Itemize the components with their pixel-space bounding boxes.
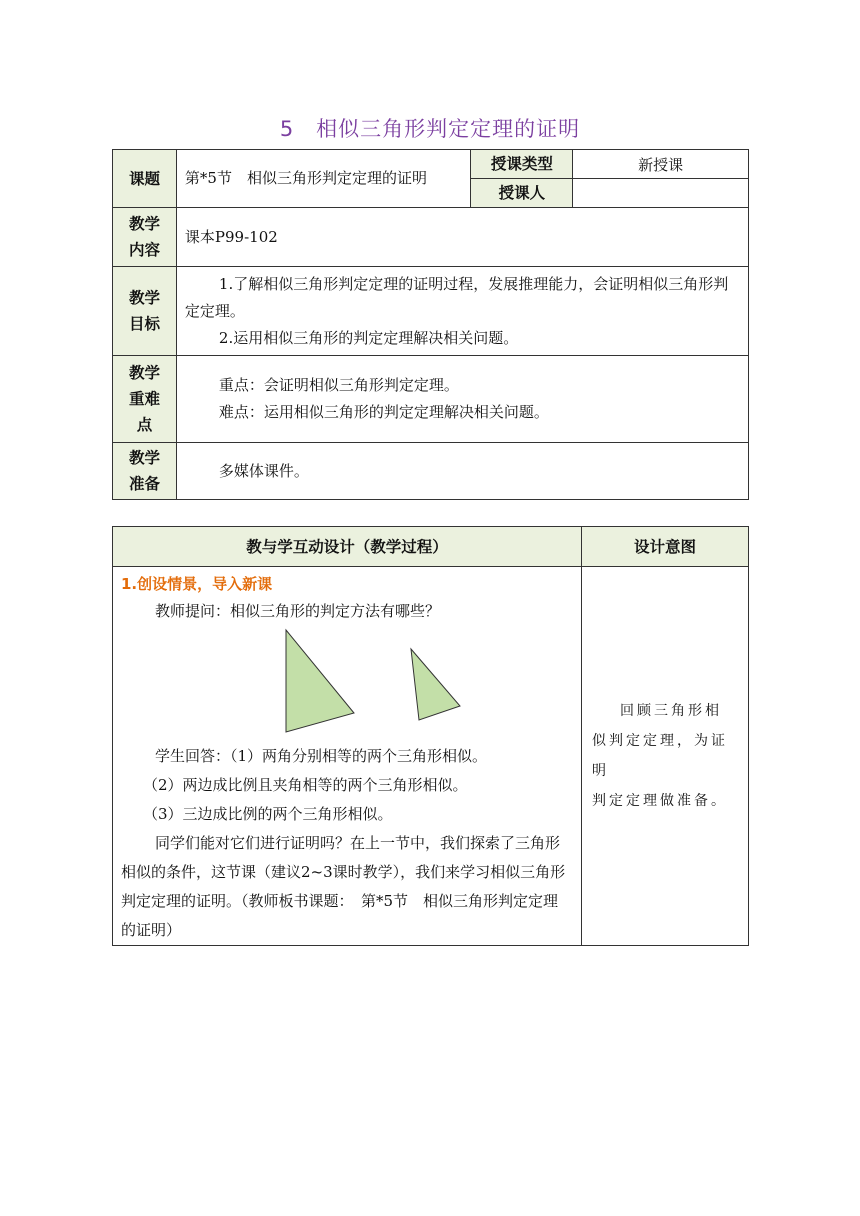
content-value: 课本P99-102 [176,208,748,267]
goal-label: 教学 目标 [113,267,177,356]
topic-label: 课题 [113,150,177,208]
triangles-figure [121,626,573,742]
goal-1: 1.了解相似三角形判定定理的证明过程，发展推理能力，会证明相似三角形判定定理。 [184,274,729,320]
lesson-info-table [112,149,749,500]
process-header: 教与学互动设计（教学过程） [113,527,582,567]
prep-text: 多媒体课件。 [176,443,748,500]
process-table [112,526,749,946]
type-label: 授课类型 [471,150,573,179]
key-point-2: 难点：运用相似三角形的判定定理解决相关问题。 [218,403,549,421]
intent-header: 设计意图 [582,527,749,567]
intent-line-1: 回顾三角形相 [620,703,722,719]
process-body [113,567,582,946]
goal-2: 2.运用相似三角形的判定定理解决相关问题。 [218,328,519,347]
goal-text [176,267,748,356]
student-answer-1: 学生回答：（1）两角分别相等的两个三角形相似。 [155,747,488,765]
teacher-label: 授课人 [471,179,573,208]
section-title: 1.创设情景，导入新课 [121,575,273,593]
type-value: 新授课 [573,150,749,179]
teacher-question: 教师提问：相似三角形的判定方法有哪些？ [155,602,441,620]
large-triangle [286,630,354,732]
teacher-value [573,179,749,208]
prep-label: 教学 准备 [113,443,177,500]
content-label: 教学 内容 [113,208,177,267]
key-points-label: 教学 重难 点 [113,356,177,443]
intent-line-2: 似判定定理，为证明 [592,733,728,779]
small-triangle [411,649,460,720]
page-title: 5 相似三角形判定定理的证明 [279,117,581,141]
key-points-text [176,356,748,443]
intent-body [582,567,749,946]
key-point-1: 重点：会证明相似三角形判定定理。 [218,376,459,394]
intent-line-3: 判定定理做准备。 [592,793,728,809]
topic-value: 第*5节 相似三角形判定定理的证明 [176,150,471,208]
student-answer-2: （2）两边成比例且夹角相等的两个三角形相似。 [143,776,468,794]
student-answer-3: （3）三边成比例的两个三角形相似。 [143,805,393,823]
closing-paragraph: 同学们能对它们进行证明吗？在上一节中，我们探索了三角形相似的条件，这节课（建议2~3课时教学），我们来学习相似三角形判定定理的证明。（教师板书课题： 第*5节 相似三角形判定定理的证明） [121,834,566,939]
